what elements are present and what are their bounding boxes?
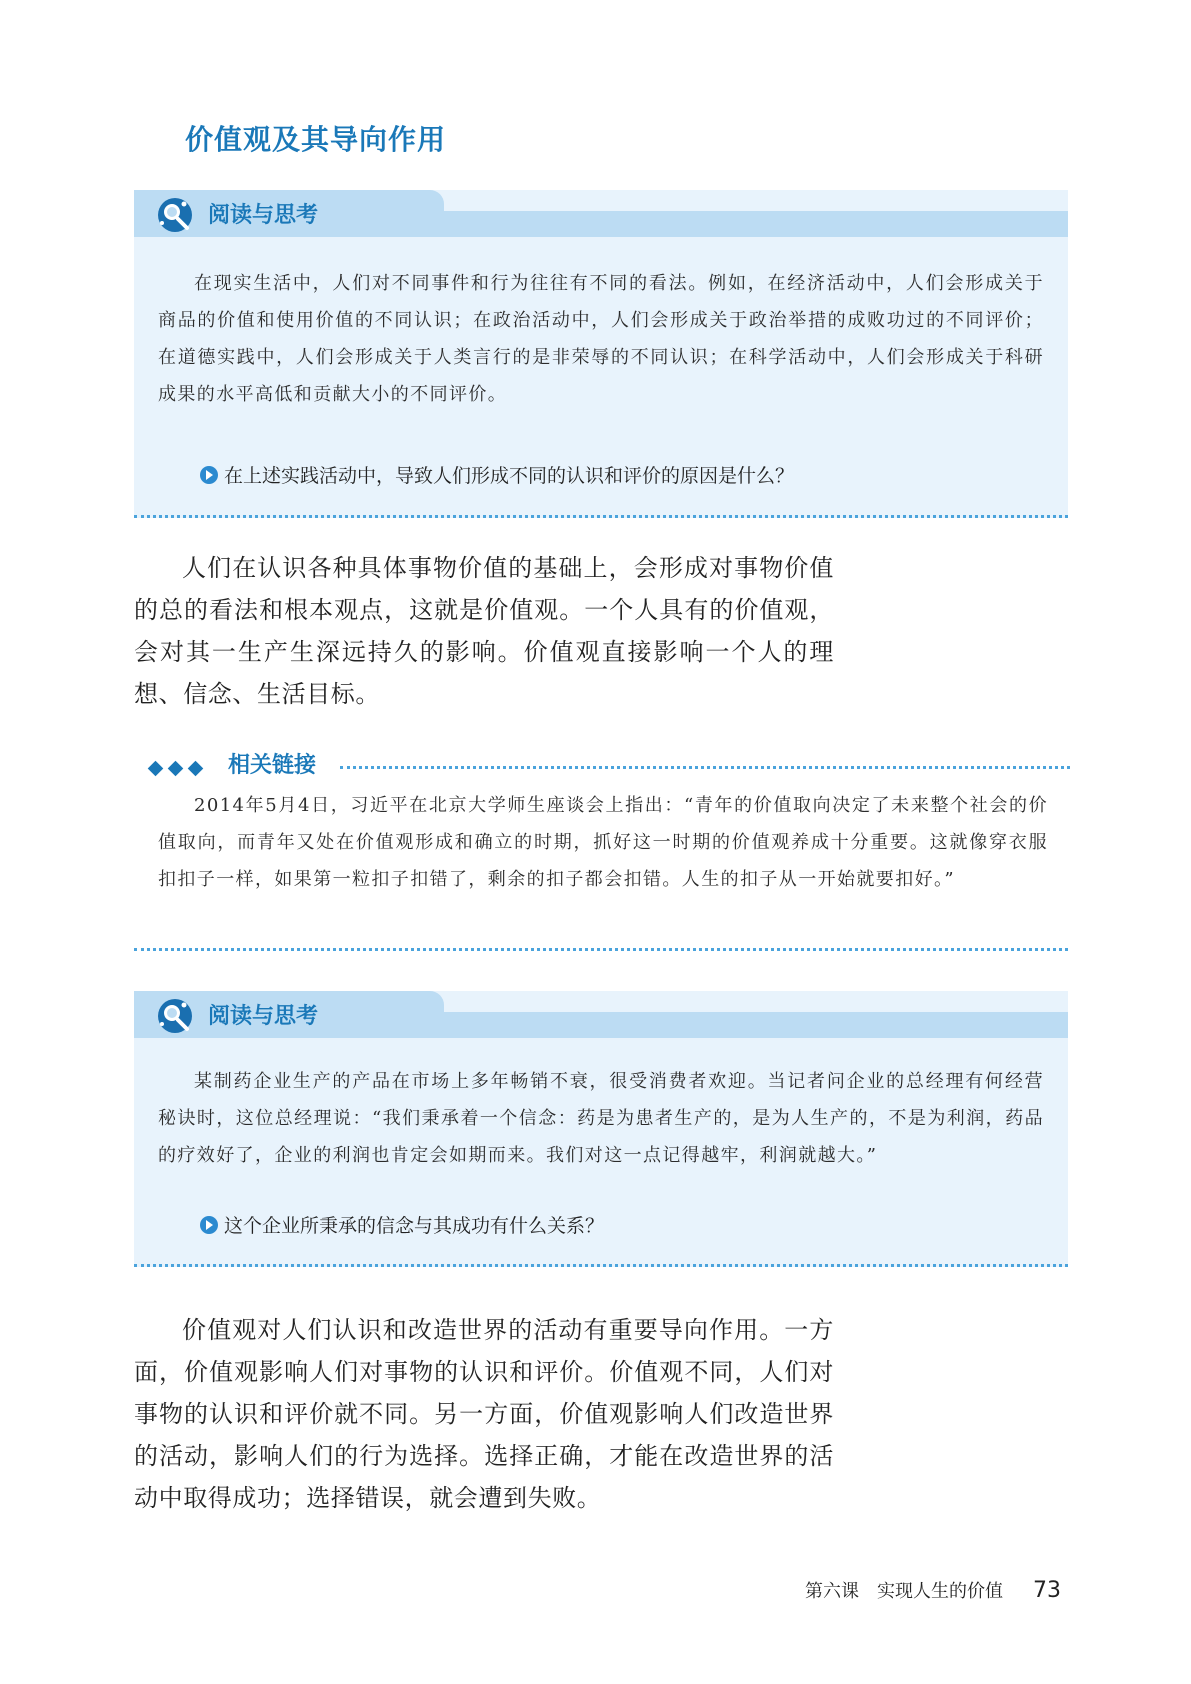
reading-box-header: [134, 190, 1068, 245]
related-link-header: [150, 747, 1070, 787]
reading-box-text: [158, 265, 1044, 413]
question-text: 在上述实践活动中，导致人们形成不同的认识和评价的原因是什么？: [224, 465, 795, 487]
page-number: 73: [1033, 1578, 1061, 1603]
reading-box-title: 阅读与思考: [208, 1004, 319, 1029]
think-question: [200, 461, 794, 488]
related-link-text: [158, 787, 1048, 898]
body-text: 人们在认识各种具体事物价值的基础上，会形成对事物价值的总的看法和根本观点，这就是价值观。一个人具有的价值观，会对其一生产生深远持久的影响。价值观直接影响一个人的理想、信念、生活目标。: [134, 554, 834, 708]
think-question: [200, 1211, 604, 1238]
page-footer: [805, 1577, 1061, 1603]
reading-paragraph: 某制药企业生产的产品在市场上多年畅销不衰，很受消费者欢迎。当记者问企业的总经理有何经营秘诀时，这位总经理说：“我们秉承着一个信念：药是为患者生产的，是为人生产的，不是为利润，药品的疗效好了，企业的利润也肯定会如期而来。我们对这一点记得越牢，利润就越大。”: [158, 1071, 1044, 1166]
body-paragraph-2: [134, 1309, 834, 1519]
diamond-icon: [150, 759, 210, 778]
magnifier-globe-icon: [154, 996, 194, 1036]
section-title: 价值观及其导向作用: [185, 123, 447, 156]
reading-box-1: [134, 190, 1068, 518]
reading-paragraph: 在现实生活中，人们对不同事件和行为往往有不同的看法。例如，在经济活动中，人们会形成关于商品的价值和使用价值的不同认识；在政治活动中，人们会形成关于政治举措的成败功过的不同评价；在道德实践中，人们会形成关于人类言行的是非荣辱的不同认识；在科学活动中，人们会形成关于科研成果的水平高低和贡献大小的不同评价。: [158, 273, 1044, 405]
body-text: 价值观对人们认识和改造世界的活动有重要导向作用。一方面，价值观影响人们对事物的认识和评价。价值观不同，人们对事物的认识和评价就不同。另一方面，价值观影响人们改造世界的活动，影响人们的行为选择。选择正确，才能在改造世界的活动中取得成功；选择错误，就会遭到失败。: [134, 1316, 834, 1512]
related-link-paragraph: 2014年5月4日，习近平在北京大学师生座谈会上指出：“青年的价值取向决定了未来整个社会的价值取向，而青年又处在价值观形成和确立的时期，抓好这一时期的价值观养成十分重要。这就像穿衣服扣扣子一样，如果第一粒扣子扣错了，剩余的扣子都会扣错。人生的扣子从一开始就要扣好。”: [158, 795, 1048, 890]
body-paragraph-1: [134, 547, 834, 715]
play-circle-icon: [200, 466, 218, 484]
reading-box-2: [134, 991, 1068, 1267]
related-link-title: 相关链接: [228, 753, 317, 778]
reading-box-title: 阅读与思考: [208, 203, 319, 228]
chapter-label: 第六课 实现人生的价值: [805, 1581, 1003, 1602]
reading-box-header: [134, 991, 1068, 1046]
play-circle-icon: [200, 1216, 218, 1234]
divider: [134, 948, 1068, 951]
reading-box-text: [158, 1063, 1044, 1174]
magnifier-globe-icon: [154, 195, 194, 235]
question-text: 这个企业所秉承的信念与其成功有什么关系？: [224, 1215, 605, 1237]
